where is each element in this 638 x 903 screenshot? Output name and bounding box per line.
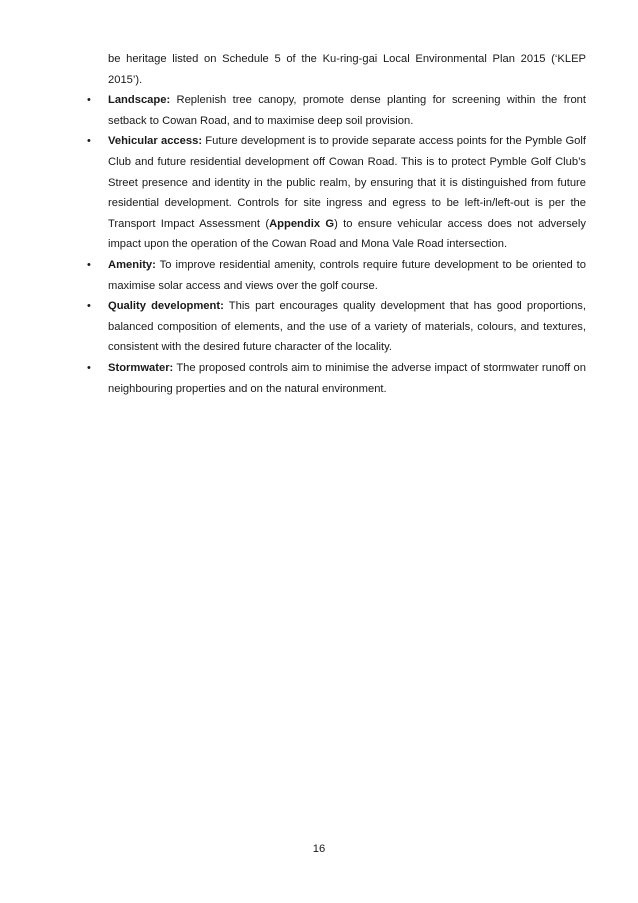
bullet-quality-development bbox=[88, 296, 586, 358]
bullet-list bbox=[88, 90, 586, 399]
page-number: 16 bbox=[312, 843, 326, 855]
bullet-lead-amenity: Amenity: bbox=[108, 258, 156, 271]
bullet-vehicular-access bbox=[88, 131, 586, 255]
continuation-paragraph: be heritage listed on Schedule 5 of the Ku-ring-gai Local Environmental Plan 2015 (‘KLEP 2015’). bbox=[108, 53, 586, 86]
bullet-lead-quality-development: Quality development: bbox=[108, 300, 224, 313]
bullet-icon: • bbox=[87, 94, 91, 107]
bullet-lead-landscape: Landscape: bbox=[108, 94, 171, 107]
bullet-text-vehicular-access: Future development is to provide separate access points for the Pymble Golf Club and future residential development off Cowan Road. This is to protect Pymble Golf Club’s Street presence and identity in the public realm, by ensuring that it is distinguished from future residential development. Controls for site ingress and egress to be left-in/left-out is per the Transport Impact Assessment ( bbox=[108, 135, 586, 230]
bullet-lead-stormwater: Stormwater: bbox=[108, 361, 174, 374]
bullet-stormwater bbox=[88, 358, 586, 399]
bullet-landscape bbox=[88, 90, 586, 131]
bullet-text-stormwater: The proposed controls aim to minimise the adverse impact of stormwater runoff on neighbouring properties and on the natural environment. bbox=[108, 361, 586, 395]
bullet-text-amenity: To improve residential amenity, controls require future development to be oriented to maximise solar access and views over the golf course. bbox=[108, 258, 586, 292]
bullet-lead-vehicular-access: Vehicular access: bbox=[108, 135, 203, 148]
bullet-text-vehicular-access-after: ) to ensure vehicular access does not adversely impact upon the operation of the Cowan Road and Mona Vale Road intersection. bbox=[108, 217, 586, 251]
bullet-icon: • bbox=[87, 258, 91, 271]
bullet-amenity bbox=[88, 255, 586, 296]
appendix-reference: Appendix G bbox=[269, 217, 335, 230]
body-content bbox=[88, 49, 586, 399]
bullet-text-quality-development: This part encourages quality development that has good proportions, balanced composition of elements, and the use of a variety of materials, colours, and textures, consistent with the desired future character of the locality. bbox=[108, 300, 586, 354]
bullet-icon: • bbox=[87, 361, 91, 374]
bullet-text-landscape: Replenish tree canopy, promote dense planting for screening within the front setback to Cowan Road, and to maximise deep soil provision. bbox=[108, 94, 586, 127]
bullet-icon: • bbox=[87, 300, 91, 313]
bullet-icon: • bbox=[87, 135, 91, 148]
